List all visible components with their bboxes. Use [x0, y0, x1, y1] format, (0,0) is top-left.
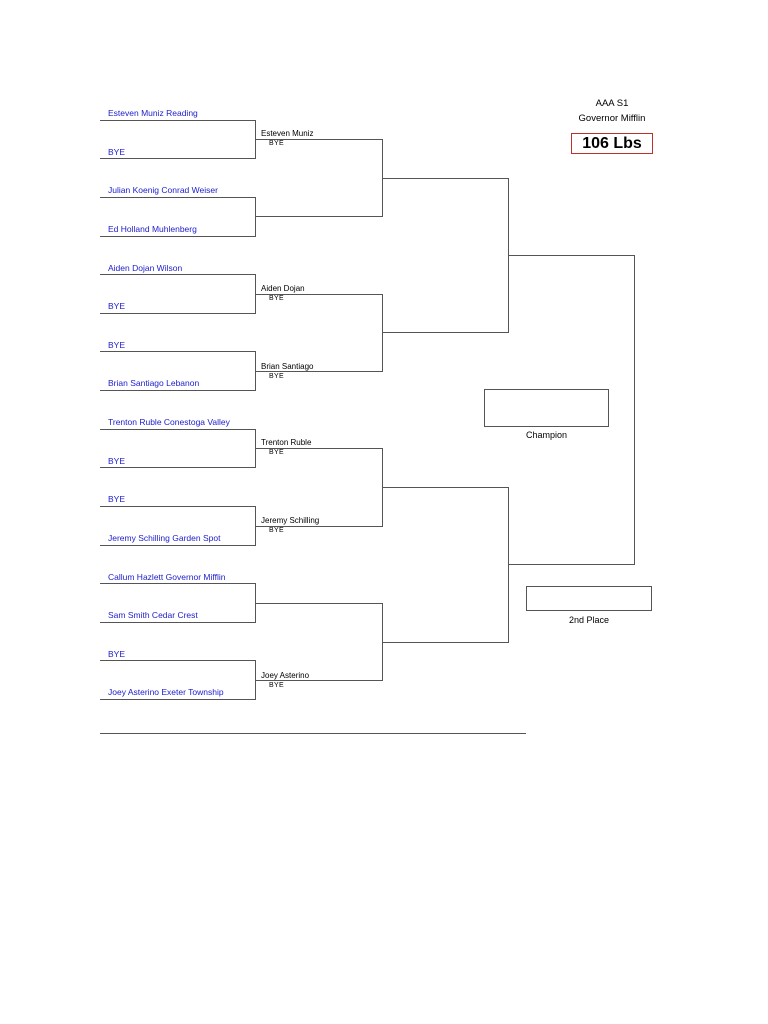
entrant-4[interactable]: Ed Holland Muhlenberg [108, 224, 197, 234]
entrant-5[interactable]: Aiden Dojan Wilson [108, 263, 183, 273]
r3-connector [508, 487, 509, 643]
entrant-6[interactable]: BYE [108, 301, 126, 311]
r1-line [100, 351, 256, 352]
r2-line [255, 680, 382, 681]
r1-line [100, 120, 256, 121]
r2-result-3: BYE [269, 373, 284, 380]
champion-box [484, 389, 609, 427]
entrant-9[interactable]: Trenton Ruble Conestoga Valley [108, 417, 230, 427]
r2-result-6: BYE [269, 682, 284, 689]
r1-line [100, 545, 256, 546]
location-label: Governor Mifflin [578, 113, 646, 124]
entrant-1[interactable]: Esteven Muniz Reading [108, 108, 198, 118]
entrant-7[interactable]: BYE [108, 340, 126, 350]
semifinal-line [508, 255, 635, 256]
r1-line [100, 467, 256, 468]
final-connector [634, 255, 635, 565]
r1-line [100, 197, 256, 198]
entrant-8[interactable]: Brian Santiago Lebanon [108, 378, 200, 388]
entrant-3[interactable]: Julian Koenig Conrad Weiser [108, 185, 218, 195]
r2-result-2: BYE [269, 295, 284, 302]
entrant-16[interactable]: Joey Asterino Exeter Township [108, 687, 224, 697]
champion-label: Champion [525, 430, 568, 440]
weight-class-label: 106 Lbs [582, 134, 642, 152]
r2-winner-6[interactable]: Joey Asterino [261, 671, 310, 680]
semifinal-line [508, 564, 635, 565]
r2-winner-4[interactable]: Trenton Ruble [261, 438, 312, 447]
division-label: AAA S1 [595, 98, 629, 109]
entrant-14[interactable]: Sam Smith Cedar Crest [108, 610, 198, 620]
r3-line [382, 332, 509, 333]
r2-line [255, 371, 382, 372]
entrant-12[interactable]: Jeremy Schilling Garden Spot [108, 533, 221, 543]
r2-connector [382, 294, 383, 372]
r2-line [255, 603, 382, 604]
second-place-box [526, 586, 652, 611]
weight-class-box [571, 133, 653, 154]
r3-line [382, 178, 509, 179]
r2-line [255, 216, 382, 217]
r3-line [382, 487, 509, 488]
r1-line [100, 583, 256, 584]
r2-winner-2[interactable]: Aiden Dojan [261, 284, 305, 293]
r2-winner-5[interactable]: Jeremy Schilling [261, 516, 320, 525]
bottom-rule [100, 733, 526, 734]
entrant-15[interactable]: BYE [108, 649, 126, 659]
r1-line [100, 429, 256, 430]
entrant-10[interactable]: BYE [108, 456, 126, 466]
r1-line [100, 660, 256, 661]
r1-connector [255, 197, 256, 237]
r3-line [382, 642, 509, 643]
entrant-2[interactable]: BYE [108, 147, 126, 157]
r1-line [100, 158, 256, 159]
second-place-label: 2nd Place [568, 615, 610, 625]
r2-winner-1[interactable]: Esteven Muniz [261, 129, 314, 138]
r1-line [100, 506, 256, 507]
r2-result-1: BYE [269, 140, 284, 147]
r1-line [100, 313, 256, 314]
r1-line [100, 236, 256, 237]
r1-line [100, 699, 256, 700]
entrant-13[interactable]: Callum Hazlett Governor Mifflin [108, 572, 226, 582]
r2-result-5: BYE [269, 527, 284, 534]
r2-result-4: BYE [269, 449, 284, 456]
r2-winner-3[interactable]: Brian Santiago [261, 362, 314, 371]
r1-line [100, 274, 256, 275]
r1-line [100, 390, 256, 391]
r1-line [100, 622, 256, 623]
entrant-11[interactable]: BYE [108, 494, 126, 504]
